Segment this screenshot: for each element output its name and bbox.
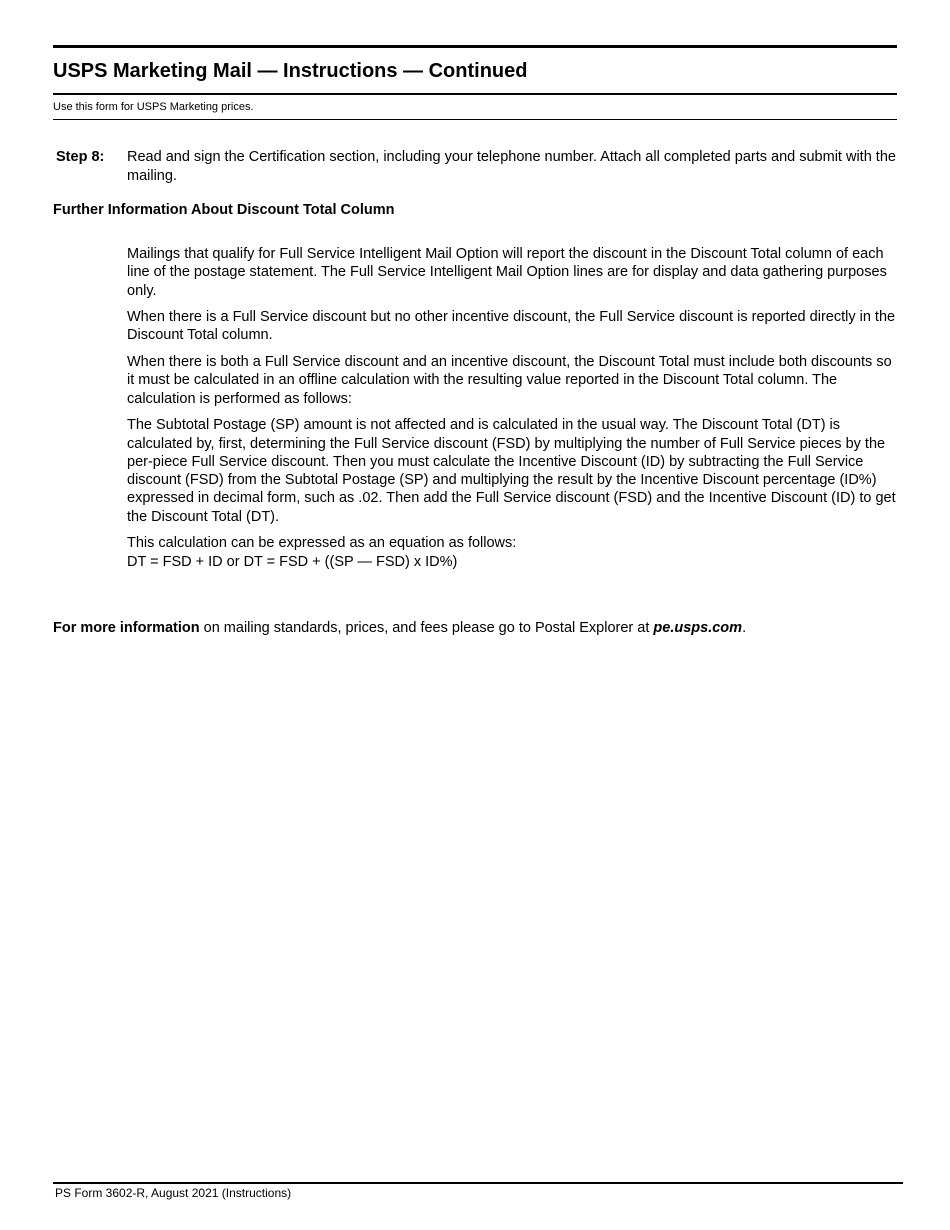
discount-total-heading: Further Information About Discount Total Column xyxy=(53,202,395,218)
more-info-text: on mailing standards, prices, and fees please go to Postal Explorer at xyxy=(199,620,654,636)
discount-total-body xyxy=(127,245,897,571)
equation-intro: This calculation can be expressed as an equation as follows: xyxy=(127,535,517,552)
paragraph-both-discounts: When there is both a Full Service discount and an incentive discount, the Discount Total must include both discounts so it must be calculated in an offline calculation with the resulting value reported in the Discount Total column. The calculation is performed as follows: xyxy=(127,354,892,407)
equation: DT = FSD + ID or DT = FSD + ((SP — FSD) x ID%) xyxy=(127,553,458,570)
page-title: USPS Marketing Mail — Instructions — Continued xyxy=(53,60,528,82)
step-8-label: Step 8: xyxy=(56,149,105,165)
more-information-note xyxy=(53,619,897,637)
title-rule xyxy=(53,93,897,95)
paragraph-full-service-only: When there is a Full Service discount but no other incentive discount, the Full Service discount is reported directly in the Discount Total column. xyxy=(127,309,896,344)
equation-block xyxy=(127,534,897,571)
footer-rule xyxy=(53,1182,903,1184)
form-usage-note: Use this form for USPS Marketing prices. xyxy=(53,101,254,113)
more-info-lead: For more information xyxy=(53,620,200,636)
subtitle-rule xyxy=(53,119,897,120)
step-8-text: Read and sign the Certification section, including your telephone number. Attach all completed parts and submit with the mailing. xyxy=(127,149,896,184)
more-info-end: . xyxy=(742,620,747,636)
paragraph-full-service-reporting: Mailings that qualify for Full Service Intelligent Mail Option will report the discount in the Discount Total column of each line of the postage statement. The Full Service Intelligent Mail Option lines are for display and data gathering purposes only. xyxy=(127,246,887,299)
paragraph-calculation: The Subtotal Postage (SP) amount is not affected and is calculated in the usual way. The Discount Total (DT) is calculated by, first, determining the Full Service discount (FSD) by multiplying the number of Full Service pieces by the per-piece Full Service discount. Then you must calculate the Incentive Discount (ID) by subtracting the Full Service discount (FSD) from the Subtotal Postage (SP) and multiplying the result by the Incentive Discount percentage (ID%) expressed in decimal form, such as .02. Then add the Full Service discount (FSD) and the Incentive Discount (ID) to get the Discount Total (DT). xyxy=(127,417,896,525)
form-footer: PS Form 3602-R, August 2021 (Instructions) xyxy=(55,1186,292,1200)
postal-explorer-link[interactable]: pe.usps.com xyxy=(653,620,743,636)
top-rule xyxy=(53,45,897,48)
